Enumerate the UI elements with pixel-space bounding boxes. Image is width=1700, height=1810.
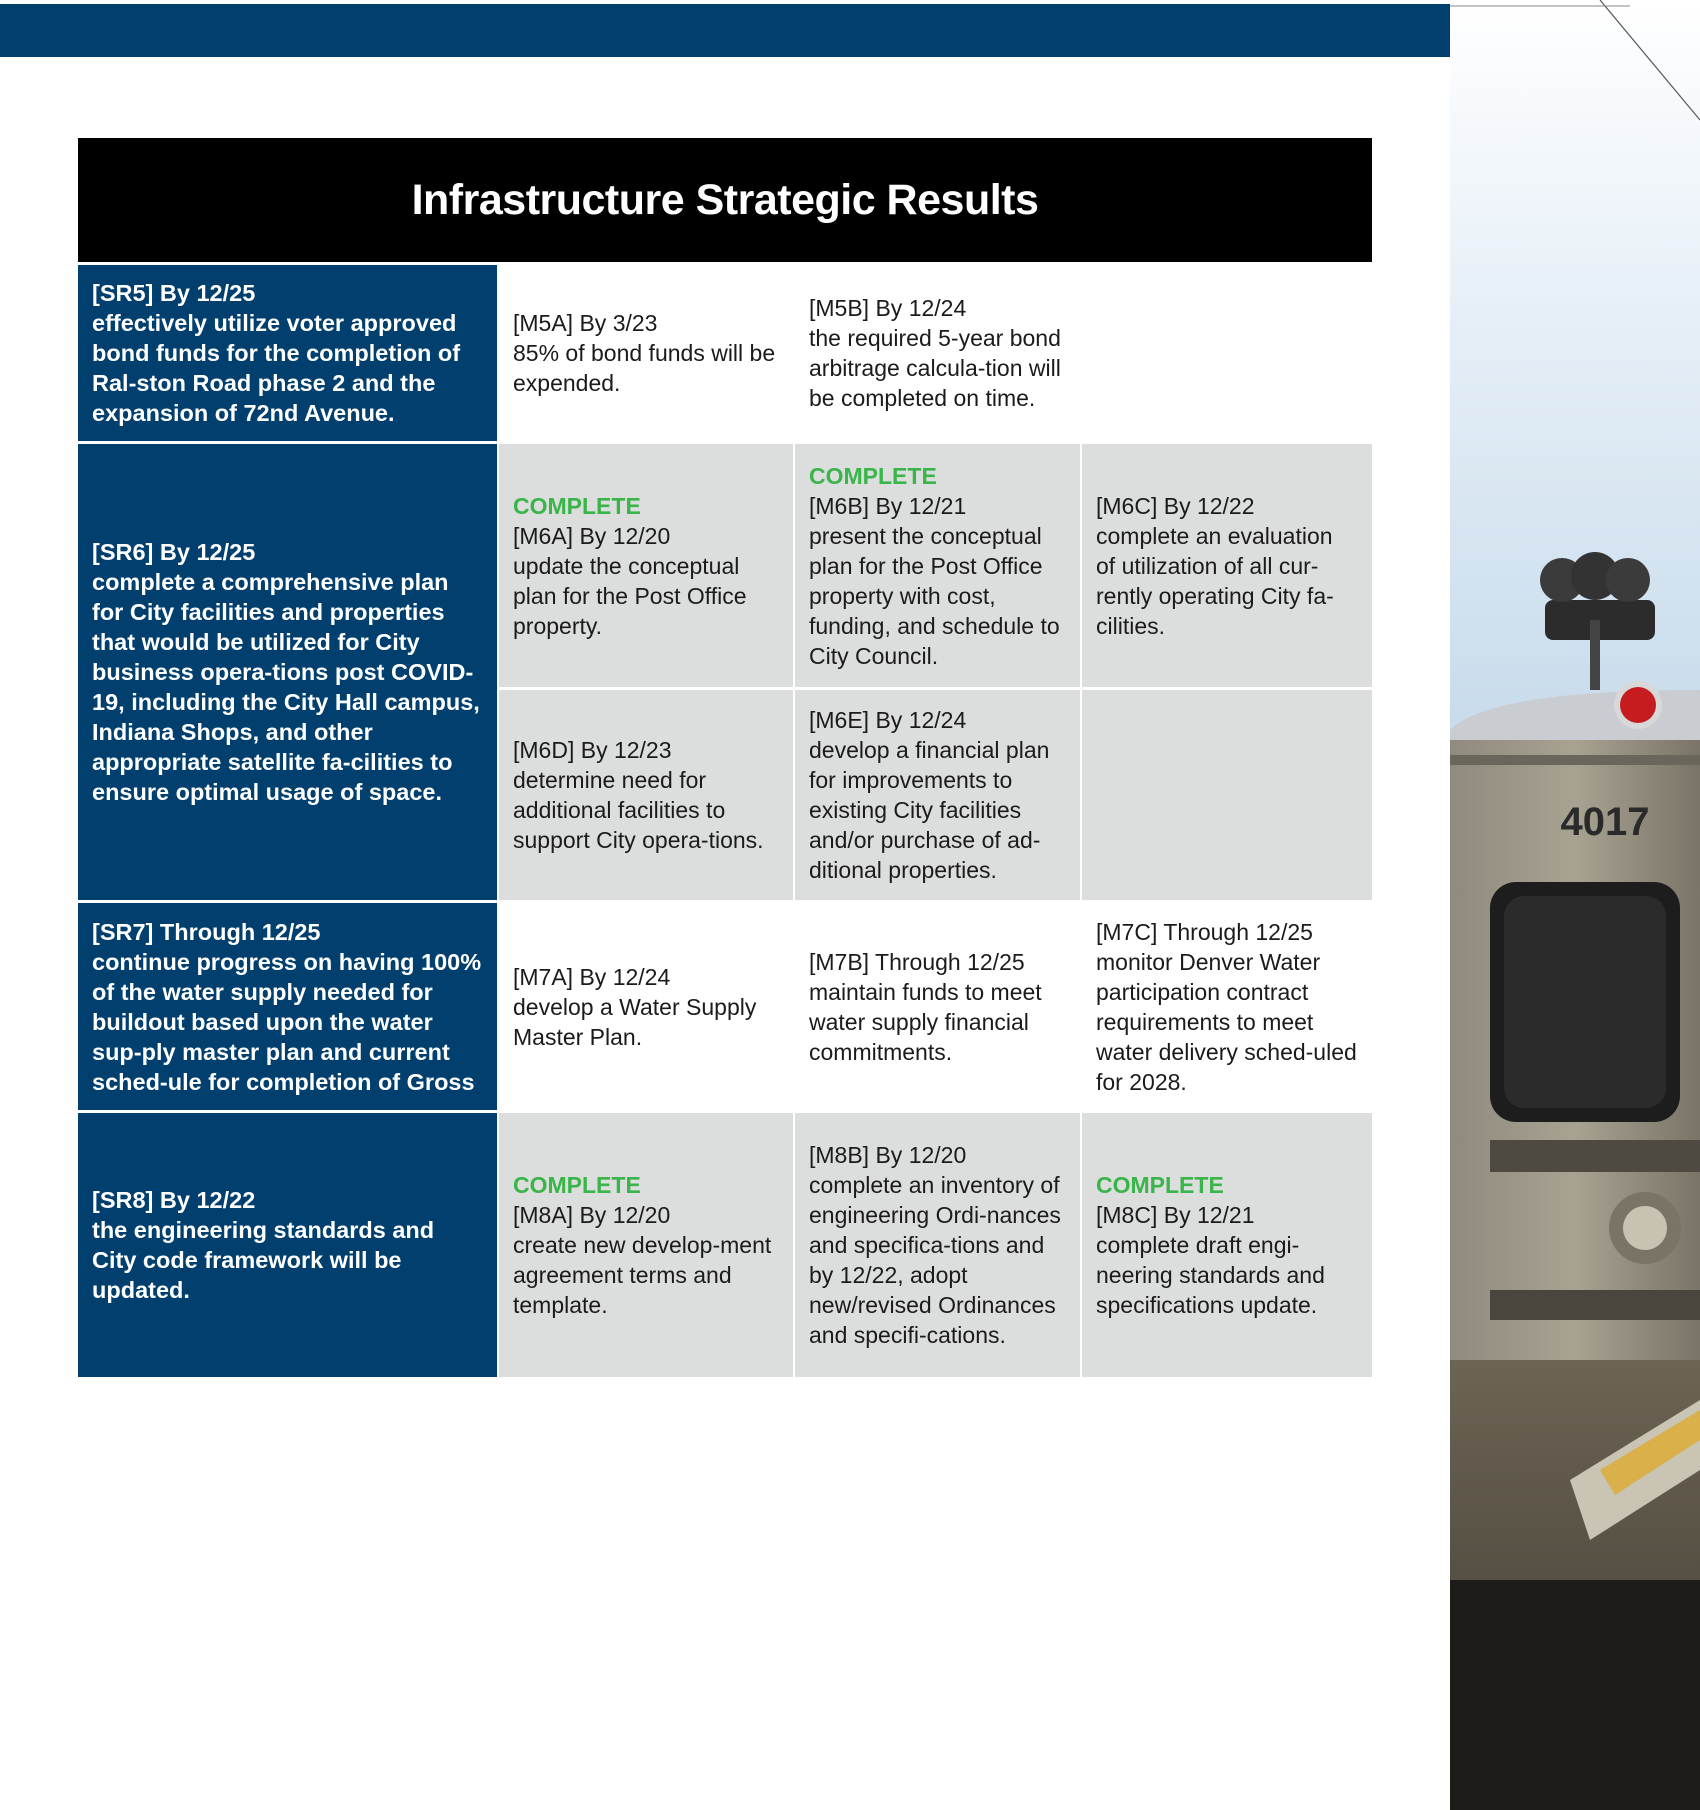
m6e-text: develop a financial plan for improvements to existing City facilities and/or purchase of ad-ditional properties.	[809, 737, 1050, 883]
milestone-m8c	[1082, 1113, 1372, 1377]
infrastructure-results-table	[78, 138, 1372, 1377]
m8c-status-complete: COMPLETE	[1096, 1172, 1224, 1198]
m6b-text: present the conceptual plan for the Post Office property with cost, funding, and schedule to City Council.	[809, 522, 1060, 669]
milestone-m6d	[499, 690, 793, 900]
table-row-sr5	[78, 265, 1372, 441]
m8c-label: [M8C] By 12/21	[1096, 1202, 1255, 1228]
table-row-sr6	[78, 444, 1372, 900]
m5a-text: 85% of bond funds will be expended.	[513, 340, 776, 396]
m7b-label: [M7B] Through 12/25	[809, 948, 1025, 975]
sr5-label: [SR5] By 12/25	[92, 280, 256, 306]
m7c-label: [M7C] Through 12/25	[1096, 918, 1313, 945]
milestone-m6e	[795, 690, 1080, 900]
milestone-m7c	[1082, 903, 1372, 1110]
m6c-label: [M6C] By 12/22	[1096, 492, 1255, 519]
sr5-text: effectively utilize voter approved bond funds for the completion of Ral-ston Road phase 2 and the expansion of 72nd Avenue.	[92, 310, 461, 426]
train-photo	[1450, 0, 1700, 1810]
m6b-status-complete: COMPLETE	[809, 462, 937, 489]
train-number: 4017	[1560, 800, 1650, 844]
body-band	[1490, 1140, 1700, 1172]
marker-light-lens	[1620, 687, 1656, 723]
sr7-text: continue progress on having 100% of the water supply needed for buildout based upon the water sup-ply master plan and current sched-ule for completion of Gross	[92, 948, 482, 1095]
m7a-text: develop a Water Supply Master Plan.	[513, 993, 757, 1050]
train-window-glass	[1504, 896, 1666, 1108]
headlight	[1623, 1206, 1667, 1250]
milestone-m6a	[499, 444, 793, 687]
milestone-m7a	[499, 903, 793, 1110]
m8a-label: [M8A] By 12/20	[513, 1202, 671, 1228]
m6b-label: [M6B] By 12/21	[809, 492, 967, 519]
m6a-label: [M6A] By 12/20	[513, 522, 671, 549]
m7a-label: [M7A] By 12/24	[513, 963, 671, 990]
m5a-label: [M5A] By 3/23	[513, 310, 658, 336]
milestone-m6b	[795, 444, 1080, 687]
m6a-text: update the conceptual plan for the Post Office property.	[513, 552, 747, 639]
milestone-m8a	[499, 1113, 793, 1377]
strategic-result-sr6	[78, 444, 497, 900]
m6c-text: complete an evaluation of utilization of all cur-rently operating City fa-cilities.	[1096, 522, 1334, 639]
m5b-text: the required 5-year bond arbitrage calcula-tion will be completed on time.	[809, 325, 1061, 411]
m8b-text: complete an inventory of engineering Ordi-nances and specifica-tions and by 12/22, adopt new/revised Ordinances and specifi-cations.	[809, 1172, 1061, 1348]
header-band	[0, 4, 1450, 57]
sr6-label: [SR6] By 12/25	[92, 539, 256, 565]
sr8-label: [SR8] By 12/22	[92, 1187, 256, 1213]
sr8-text: the engineering standards and City code framework will be updated.	[92, 1217, 435, 1303]
undercarriage	[1450, 1580, 1700, 1810]
table-row-sr7	[78, 903, 1372, 1110]
empty-cell	[1082, 265, 1372, 441]
sr6-milestones	[499, 444, 1372, 900]
sr6-milestone-row-1	[499, 444, 1372, 687]
sr6-text: complete a comprehensive plan for City facilities and properties that would be utilized for City business opera-tions post COVID-19, including the City Hall campus, Indiana Shops, and other appropriate satellite fa-cilities to ensure optimal usage of space.	[92, 569, 480, 805]
milestone-m5b	[795, 265, 1080, 441]
empty-cell	[1082, 690, 1372, 900]
body-band	[1490, 1290, 1700, 1320]
m8a-status-complete: COMPLETE	[513, 1172, 641, 1198]
milestone-m6c	[1082, 444, 1372, 687]
m6a-status-complete: COMPLETE	[513, 492, 641, 519]
strategic-result-sr5	[78, 265, 497, 441]
m6d-label: [M6D] By 12/23	[513, 737, 672, 763]
m6d-text: determine need for additional facilities to support City opera-tions.	[513, 767, 764, 853]
m7c-text: monitor Denver Water participation contract requirements to meet water delivery sched-uled for 2028.	[1096, 948, 1357, 1095]
m8c-text: complete draft engi-neering standards and specifications update.	[1096, 1232, 1325, 1318]
sr6-milestone-row-2	[499, 690, 1372, 900]
train-photo-illustration	[1450, 0, 1700, 1810]
roof-trim	[1450, 755, 1700, 765]
sr7-label: [SR7] Through 12/25	[92, 918, 321, 945]
milestone-m5a	[499, 265, 793, 441]
m7b-text: maintain funds to meet water supply financial commitments.	[809, 978, 1042, 1065]
milestone-m7b	[795, 903, 1080, 1110]
m8b-label: [M8B] By 12/20	[809, 1142, 967, 1168]
table-title: Infrastructure Strategic Results	[78, 138, 1372, 262]
table-row-sr8	[78, 1113, 1372, 1377]
milestone-m8b	[795, 1113, 1080, 1377]
strategic-result-sr7	[78, 903, 497, 1110]
m8a-text: create new develop-ment agreement terms and template.	[513, 1232, 772, 1318]
m6e-label: [M6E] By 12/24	[809, 707, 967, 733]
m5b-label: [M5B] By 12/24	[809, 295, 967, 321]
strategic-result-sr8	[78, 1113, 497, 1377]
